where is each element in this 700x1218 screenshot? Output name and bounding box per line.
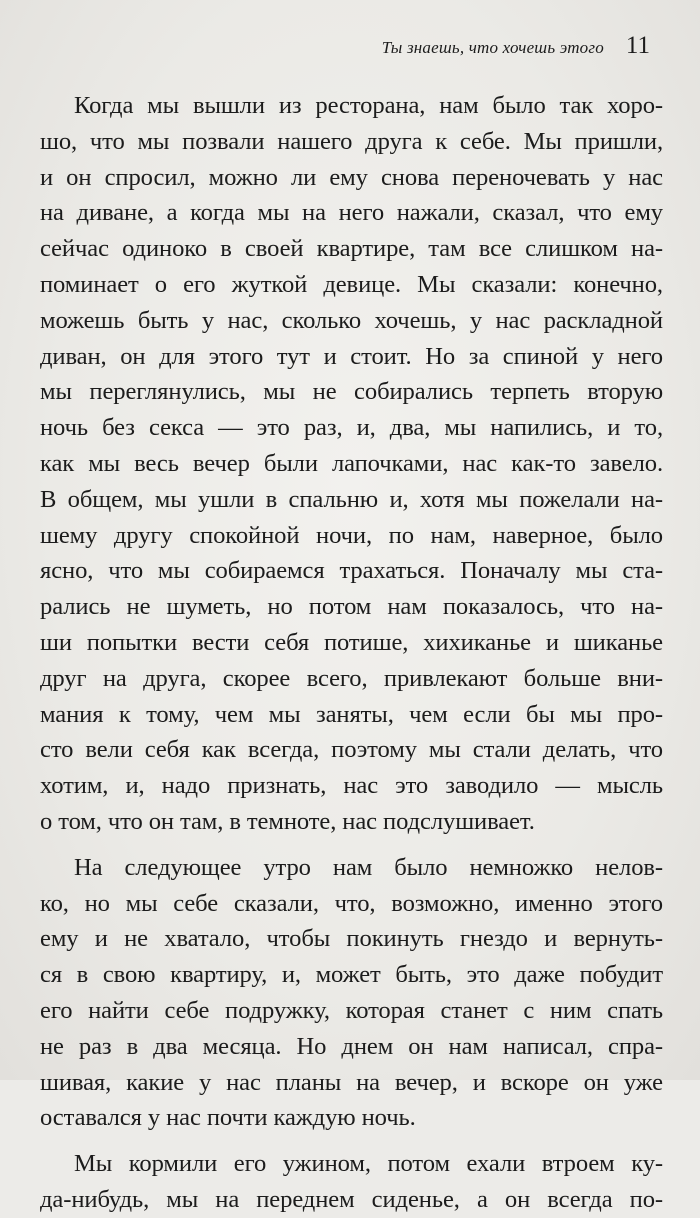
text-line: мы переглянулись, мы не собирались терпеть вторую	[40, 378, 663, 406]
text-line: Когда мы вышли из ресторана, нам было так хоро-	[74, 92, 663, 119]
text-line: Мы кормили его ужином, потом ехали втроем ку-	[74, 1150, 663, 1178]
text-line: шо, что мы позвали нашего друга к себе. Мы пришли,	[40, 127, 663, 155]
text-line: сейчас одиноко в своей квартире, там все слишком на-	[40, 235, 663, 263]
text-line: о том, что он там, в темноте, нас подслушивает.	[40, 807, 535, 835]
text-line: шему другу спокойной ночи, по нам, наверное, было	[40, 521, 663, 549]
paragraph	[40, 850, 663, 1136]
text-line: поминает о его жуткой девице. Мы сказали: конечно,	[40, 270, 663, 298]
text-line: рались не шуметь, но потом нам показалось, что на-	[40, 593, 663, 621]
running-title: Ты знаешь, что хочешь этого	[381, 38, 604, 57]
text-line: оставался у нас почти каждую ночь.	[40, 1104, 416, 1132]
text-line: ясно, что мы собираемся трахаться. Поначалу мы ста-	[40, 557, 663, 585]
running-header	[382, 32, 650, 60]
text-line: как мы весь вечер были лапочками, нас как-то завело.	[40, 449, 663, 477]
text-line: да-нибудь, мы на переднем сиденье, а он всегда по-	[40, 1185, 663, 1213]
text-line: ночь без секса — это раз, и, два, мы напились, и то,	[40, 414, 663, 442]
body-text	[40, 88, 663, 1218]
text-line: ему и не хватало, чтобы покинуть гнездо и вернуть-	[40, 925, 663, 953]
text-line: друг на друга, скорее всего, привлекают больше вни-	[40, 664, 663, 692]
paragraph	[40, 88, 663, 840]
text-line: мания к тому, чем мы заняты, чем если бы мы про-	[40, 700, 663, 728]
paragraph	[40, 1146, 663, 1218]
text-line: не раз в два месяца. Но днем он нам написал, спра-	[40, 1032, 663, 1060]
page-number: 11	[625, 32, 650, 59]
text-line: на диване, а когда мы на него нажали, сказал, что ему	[40, 199, 663, 227]
text-line: диван, он для этого тут и стоит. Но за спиной у него	[40, 342, 663, 370]
text-line: и он спросил, можно ли ему снова переночевать у нас	[40, 163, 663, 191]
text-line: ши попытки вести себя потише, хихиканье и шиканье	[40, 628, 663, 656]
text-line: ся в свою квартиру, и, может быть, это даже побудит	[40, 961, 663, 989]
text-line: На следующее утро нам было немножко нелов-	[74, 853, 663, 881]
text-line: ко, но мы себе сказали, что, возможно, именно этого	[40, 889, 663, 917]
text-line: В общем, мы ушли в спальню и, хотя мы пожелали на-	[40, 485, 663, 513]
text-line: шивая, какие у нас планы на вечер, и вскоре он уже	[40, 1068, 663, 1096]
text-line: можешь быть у нас, сколько хочешь, у нас раскладной	[40, 306, 663, 334]
text-line: хотим, и, надо признать, нас это заводило — мысль	[40, 772, 663, 800]
text-line: его найти себе подружку, которая станет с ним спать	[40, 996, 663, 1024]
text-line: сто вели себя как всегда, поэтому мы стали делать, что	[40, 736, 663, 764]
